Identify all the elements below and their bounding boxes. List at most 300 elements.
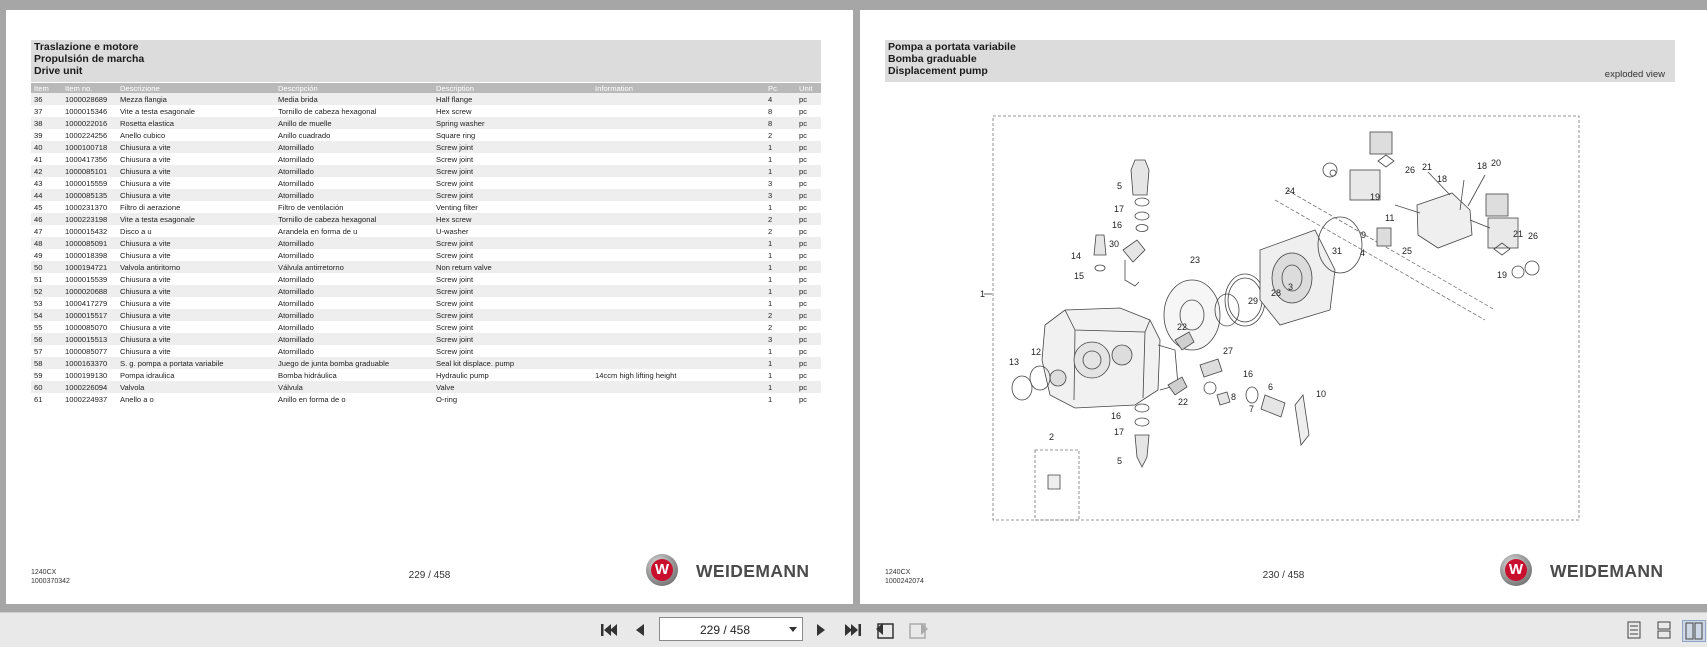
table-cell: 59 bbox=[34, 370, 43, 380]
table-cell bbox=[592, 249, 765, 261]
table-cell bbox=[592, 105, 765, 117]
part-callout-label: 7 bbox=[1249, 404, 1255, 414]
table-cell: Screw joint bbox=[433, 333, 592, 345]
table-cell: 1000417279 bbox=[65, 298, 108, 308]
table-row bbox=[31, 129, 821, 141]
table-cell bbox=[592, 129, 765, 141]
go-forward-icon[interactable] bbox=[907, 620, 929, 640]
page-indicator-value: 229 / 458 bbox=[699, 623, 751, 637]
table-cell bbox=[592, 213, 765, 225]
table-cell bbox=[592, 393, 765, 405]
table-cell: Tornillo de cabeza hexagonal bbox=[278, 106, 377, 116]
table-cell: pc bbox=[799, 370, 808, 380]
table-cell: Disco a u bbox=[120, 226, 152, 236]
part-callout-label: 30 bbox=[1109, 239, 1120, 249]
table-cell: Chiusura a vite bbox=[120, 298, 171, 308]
table-cell: 41 bbox=[34, 154, 43, 164]
exploded-view-drawing bbox=[860, 10, 1707, 604]
weidemann-logo bbox=[644, 553, 834, 589]
table-cell: pc bbox=[799, 130, 808, 140]
table-cell: pc bbox=[796, 261, 821, 273]
table-cell: 1000015517 bbox=[62, 309, 117, 321]
document-code: 1000370342 bbox=[31, 578, 70, 585]
table-cell: 4 bbox=[765, 93, 796, 105]
column-header: Unit bbox=[796, 83, 821, 93]
part-callout-label: 24 bbox=[1285, 186, 1296, 196]
table-cell bbox=[592, 321, 765, 333]
table-cell: Anello cubico bbox=[120, 130, 166, 140]
table-cell: pc bbox=[796, 213, 821, 225]
page-number: 229 / 458 bbox=[408, 570, 451, 581]
table-cell: pc bbox=[796, 381, 821, 393]
table-row bbox=[31, 309, 821, 321]
table-cell: pc bbox=[799, 106, 808, 116]
table-row bbox=[31, 201, 821, 213]
table-cell: 1000015513 bbox=[62, 333, 117, 345]
viewer-toolbar bbox=[0, 612, 1707, 647]
table-cell: 56 bbox=[31, 333, 62, 345]
table-row bbox=[31, 249, 821, 261]
table-cell: 37 bbox=[34, 106, 43, 116]
table-cell: Rosetta elastica bbox=[117, 117, 275, 129]
part-callout-label: 1 bbox=[980, 289, 986, 299]
part-callout-label: 15 bbox=[1074, 271, 1085, 281]
table-cell: Chiusura a vite bbox=[120, 154, 171, 164]
column-header: Description bbox=[433, 83, 592, 93]
table-row bbox=[31, 225, 821, 237]
part-callout-label: 26 bbox=[1405, 165, 1416, 175]
table-cell: Juego de junta bomba graduable bbox=[275, 357, 433, 369]
part-callout-label: 29 bbox=[1248, 296, 1259, 306]
table-cell: 1 bbox=[765, 381, 796, 393]
table-cell: Screw joint bbox=[436, 346, 474, 356]
part-callout-label: 23 bbox=[1190, 255, 1201, 265]
table-cell: Vite a testa esagonale bbox=[117, 213, 275, 225]
table-cell bbox=[592, 225, 765, 237]
table-cell: 1 bbox=[768, 250, 773, 260]
table-cell: pc bbox=[799, 322, 808, 332]
table-cell: 1000015432 bbox=[65, 226, 108, 236]
part-callout-label: 21 bbox=[1513, 229, 1524, 239]
table-cell: Atornillado bbox=[275, 237, 433, 249]
table-cell: S. g. pompa a portata variabile bbox=[117, 357, 275, 369]
table-cell: Atornillado bbox=[278, 154, 314, 164]
last-page-icon[interactable] bbox=[842, 620, 864, 640]
next-page-icon[interactable] bbox=[810, 620, 832, 640]
part-callout-label: 22 bbox=[1177, 322, 1188, 332]
brand-emblem-icon: W bbox=[1500, 554, 1532, 586]
table-cell: 1000028689 bbox=[62, 93, 117, 105]
table-cell: 61 bbox=[34, 394, 43, 404]
table-row bbox=[31, 177, 821, 189]
table-cell: Valvola antiritorno bbox=[117, 261, 275, 273]
table-cell: Chiusura a vite bbox=[117, 165, 275, 177]
table-cell: pc bbox=[796, 141, 821, 153]
table-cell: 1000226094 bbox=[62, 381, 117, 393]
table-cell: 45 bbox=[34, 202, 43, 212]
table-cell: pc bbox=[799, 274, 808, 284]
table-cell: Chiusura a vite bbox=[117, 189, 275, 201]
table-cell: Valvola bbox=[117, 381, 275, 393]
table-body bbox=[31, 93, 821, 405]
table-row bbox=[31, 393, 821, 405]
table-cell bbox=[592, 93, 765, 105]
title-italian: Pompa a portata variabile bbox=[888, 41, 1016, 53]
table-cell: 1000015346 bbox=[65, 106, 108, 116]
table-cell: Atornillado bbox=[275, 285, 433, 297]
table-cell: Atornillado bbox=[278, 178, 314, 188]
table-cell: Chiusura a vite bbox=[117, 309, 275, 321]
part-callout-label: 5 bbox=[1117, 456, 1123, 466]
part-callout-label: 22 bbox=[1178, 397, 1189, 407]
table-cell: Pompa idraulica bbox=[120, 370, 175, 380]
part-callout-label: 2 bbox=[1049, 432, 1055, 442]
table-cell: O-ring bbox=[436, 394, 458, 404]
table-row bbox=[31, 369, 821, 381]
table-cell: 1000085101 bbox=[62, 165, 117, 177]
table-cell: Media brida bbox=[275, 93, 433, 105]
page-indicator-input[interactable] bbox=[659, 617, 803, 641]
table-cell: pc bbox=[799, 226, 808, 236]
table-cell bbox=[592, 309, 765, 321]
table-cell: pc bbox=[799, 178, 808, 188]
part-callout-label: 20 bbox=[1491, 158, 1502, 168]
table-cell: 1 bbox=[768, 370, 773, 380]
table-cell: Seal kit displace. pump bbox=[433, 357, 592, 369]
table-cell: 8 bbox=[768, 106, 773, 116]
table-cell: Half flange bbox=[433, 93, 592, 105]
part-callout-label: 17 bbox=[1114, 204, 1125, 214]
table-cell: Atornillado bbox=[275, 333, 433, 345]
table-cell: Chiusura a vite bbox=[120, 274, 171, 284]
table-cell: 3 bbox=[765, 189, 796, 201]
table-cell: pc bbox=[799, 298, 808, 308]
table-cell: Tornillo de cabeza hexagonal bbox=[275, 213, 433, 225]
table-cell: 2 bbox=[765, 213, 796, 225]
page-header bbox=[31, 40, 821, 82]
part-callout-label: 14 bbox=[1071, 251, 1082, 261]
table-cell: Valve bbox=[433, 381, 592, 393]
table-cell: Chiusura a vite bbox=[117, 237, 275, 249]
table-cell: Atornillado bbox=[275, 309, 433, 321]
part-callout-label: 16 bbox=[1112, 220, 1123, 230]
table-cell: U-washer bbox=[436, 226, 469, 236]
table-cell: 2 bbox=[768, 322, 773, 332]
table-cell: Atornillado bbox=[275, 141, 433, 153]
table-cell: 47 bbox=[34, 226, 43, 236]
column-header: Item bbox=[31, 83, 62, 93]
table-cell: 1000224256 bbox=[65, 130, 108, 140]
table-cell: pc bbox=[796, 165, 821, 177]
table-cell: 8 bbox=[765, 117, 796, 129]
table-cell: 1000085070 bbox=[65, 322, 108, 332]
table-cell: 3 bbox=[768, 178, 773, 188]
table-cell bbox=[592, 345, 765, 357]
table-cell: Screw joint bbox=[433, 141, 592, 153]
table-cell: 1000163370 bbox=[62, 357, 117, 369]
first-page-icon[interactable] bbox=[598, 620, 620, 640]
table-cell: Screw joint bbox=[436, 178, 474, 188]
part-callout-label: 21 bbox=[1422, 162, 1433, 172]
table-cell: Atornillado bbox=[275, 165, 433, 177]
title-english: Displacement pump bbox=[888, 65, 988, 77]
table-row bbox=[31, 93, 821, 105]
part-callout-label: 19 bbox=[1497, 270, 1508, 280]
table-cell bbox=[592, 117, 765, 129]
part-callout-label: 12 bbox=[1031, 347, 1042, 357]
table-cell: pc bbox=[796, 237, 821, 249]
table-cell: Chiusura a vite bbox=[120, 322, 171, 332]
column-header: Item no. bbox=[62, 83, 117, 93]
part-callout-label: 25 bbox=[1402, 246, 1413, 256]
table-row bbox=[31, 273, 821, 285]
table-cell: Anillo en forma de o bbox=[278, 394, 346, 404]
table-cell bbox=[592, 357, 765, 369]
previous-page-icon[interactable] bbox=[629, 620, 651, 640]
table-cell: 48 bbox=[31, 237, 62, 249]
table-cell: pc bbox=[796, 357, 821, 369]
table-cell bbox=[592, 201, 765, 213]
table-row bbox=[31, 321, 821, 333]
part-callout-label: 4 bbox=[1360, 248, 1366, 258]
table-cell: 46 bbox=[31, 213, 62, 225]
table-row bbox=[31, 237, 821, 249]
table-cell: pc bbox=[796, 285, 821, 297]
table-cell: 2 bbox=[768, 226, 773, 236]
table-cell: 2 bbox=[768, 130, 773, 140]
table-cell: 1 bbox=[768, 154, 773, 164]
table-cell: 1000020688 bbox=[62, 285, 117, 297]
table-cell bbox=[592, 297, 765, 309]
table-cell: Screw joint bbox=[436, 250, 474, 260]
left-page bbox=[6, 10, 853, 604]
table-cell: 1 bbox=[765, 141, 796, 153]
table-cell: Atornillado bbox=[278, 250, 314, 260]
table-cell: Atornillado bbox=[278, 274, 314, 284]
table-cell: pc bbox=[796, 189, 821, 201]
table-cell: Screw joint bbox=[433, 309, 592, 321]
part-callout-label: 9 bbox=[1361, 230, 1367, 240]
table-cell: 38 bbox=[31, 117, 62, 129]
table-row bbox=[31, 261, 821, 273]
table-cell: 1 bbox=[768, 346, 773, 356]
table-cell: pc bbox=[799, 202, 808, 212]
part-callout-label: 19 bbox=[1370, 192, 1381, 202]
table-row bbox=[31, 333, 821, 345]
table-row bbox=[31, 153, 821, 165]
single-page-view-icon[interactable] bbox=[1623, 620, 1645, 640]
table-cell: pc bbox=[799, 250, 808, 260]
table-cell: Screw joint bbox=[436, 298, 474, 308]
table-cell bbox=[592, 381, 765, 393]
table-cell: Screw joint bbox=[436, 274, 474, 284]
model-number: 1240CX bbox=[31, 569, 57, 576]
table-cell: Mezza flangia bbox=[117, 93, 275, 105]
table-cell bbox=[592, 273, 765, 285]
table-cell: Screw joint bbox=[433, 165, 592, 177]
table-cell: 1 bbox=[768, 394, 773, 404]
part-callout-label: 16 bbox=[1243, 369, 1254, 379]
table-cell: 43 bbox=[34, 178, 43, 188]
table-cell: 1 bbox=[765, 237, 796, 249]
part-callout-label: 18 bbox=[1437, 174, 1448, 184]
table-cell: 1 bbox=[765, 261, 796, 273]
weidemann-logo bbox=[1498, 553, 1688, 589]
table-cell: Chiusura a vite bbox=[117, 141, 275, 153]
table-cell: Screw joint bbox=[436, 154, 474, 164]
table-cell: 1000231370 bbox=[65, 202, 108, 212]
table-cell: Anello a o bbox=[120, 394, 154, 404]
brand-name: WEIDEMANN bbox=[1550, 561, 1664, 581]
table-cell: Square ring bbox=[436, 130, 476, 140]
brand-emblem-icon: W bbox=[646, 554, 678, 586]
table-cell: pc bbox=[796, 309, 821, 321]
column-header: Descrizione bbox=[117, 83, 275, 93]
go-back-icon[interactable] bbox=[875, 620, 897, 640]
part-callout-label: 26 bbox=[1528, 231, 1539, 241]
column-header: Information bbox=[592, 83, 765, 93]
table-cell: 1000015539 bbox=[65, 274, 108, 284]
parts-table bbox=[31, 83, 821, 405]
right-page bbox=[860, 10, 1707, 604]
table-cell: Venting filter bbox=[436, 202, 478, 212]
table-cell: pc bbox=[796, 333, 821, 345]
part-callout-label: 11 bbox=[1385, 213, 1395, 223]
table-row bbox=[31, 285, 821, 297]
table-cell bbox=[592, 177, 765, 189]
table-row bbox=[31, 297, 821, 309]
table-cell: Filtro de ventilación bbox=[278, 202, 344, 212]
table-cell: 60 bbox=[31, 381, 62, 393]
title-spanish: Bomba graduable bbox=[888, 53, 977, 65]
table-cell: pc bbox=[796, 93, 821, 105]
table-cell: Hydraulic pump bbox=[436, 370, 489, 380]
table-cell: 40 bbox=[31, 141, 62, 153]
part-callout-label: 27 bbox=[1223, 346, 1234, 356]
table-cell: Anillo cuadrado bbox=[278, 130, 331, 140]
model-number: 1240CX bbox=[885, 569, 911, 576]
document-code: 1000242074 bbox=[885, 578, 924, 585]
title-english: Drive unit bbox=[34, 65, 83, 77]
part-callout-label: 18 bbox=[1477, 161, 1488, 171]
table-cell bbox=[592, 237, 765, 249]
table-cell: 42 bbox=[31, 165, 62, 177]
table-cell: 3 bbox=[765, 333, 796, 345]
table-cell: pc bbox=[796, 117, 821, 129]
table-row bbox=[31, 381, 821, 393]
table-cell: 54 bbox=[31, 309, 62, 321]
table-cell: 1 bbox=[765, 285, 796, 297]
table-cell: 1000223198 bbox=[62, 213, 117, 225]
table-cell: 50 bbox=[31, 261, 62, 273]
table-row bbox=[31, 165, 821, 177]
table-cell bbox=[592, 285, 765, 297]
page-number: 230 / 458 bbox=[1262, 570, 1305, 581]
table-row bbox=[31, 213, 821, 225]
table-cell: 39 bbox=[34, 130, 43, 140]
table-cell: 1000085135 bbox=[62, 189, 117, 201]
table-cell: Bomba hidráulica bbox=[278, 370, 337, 380]
table-cell: 1000022016 bbox=[62, 117, 117, 129]
table-cell: 57 bbox=[34, 346, 43, 356]
table-cell: 58 bbox=[31, 357, 62, 369]
part-callout-label: 5 bbox=[1117, 181, 1123, 191]
title-italian: Traslazione e motore bbox=[34, 41, 139, 53]
continuous-view-icon[interactable] bbox=[1653, 620, 1675, 640]
table-cell: 1000085077 bbox=[65, 346, 108, 356]
table-cell: 1000224937 bbox=[65, 394, 108, 404]
column-header: Descripción bbox=[275, 83, 433, 93]
part-callout-label: 13 bbox=[1009, 357, 1020, 367]
chevron-down-icon[interactable] bbox=[787, 622, 799, 636]
table-cell bbox=[592, 189, 765, 201]
table-cell: 1000417356 bbox=[65, 154, 108, 164]
table-cell: 1000018398 bbox=[65, 250, 108, 260]
part-callout-label: 8 bbox=[1231, 392, 1237, 402]
table-cell: 1 bbox=[768, 298, 773, 308]
table-cell: Vite a testa esagonale bbox=[120, 106, 196, 116]
table-cell: 14ccm high lifting height bbox=[595, 370, 677, 380]
table-cell: Atornillado bbox=[278, 298, 314, 308]
table-cell: 1 bbox=[768, 274, 773, 284]
table-cell: Chiusura a vite bbox=[120, 346, 171, 356]
view-label: exploded view bbox=[1604, 69, 1665, 80]
table-cell: Screw joint bbox=[433, 189, 592, 201]
table-cell: 1000015559 bbox=[65, 178, 108, 188]
table-cell: 44 bbox=[31, 189, 62, 201]
table-row bbox=[31, 357, 821, 369]
table-row bbox=[31, 117, 821, 129]
table-cell: 1 bbox=[765, 165, 796, 177]
table-cell: Hex screw bbox=[433, 213, 592, 225]
table-cell: 53 bbox=[34, 298, 43, 308]
part-callout-label: 6 bbox=[1268, 382, 1274, 392]
table-row bbox=[31, 105, 821, 117]
table-cell: 1000199130 bbox=[65, 370, 108, 380]
table-cell: Anillo de muelle bbox=[275, 117, 433, 129]
table-cell bbox=[592, 261, 765, 273]
table-cell: pc bbox=[799, 346, 808, 356]
column-header: Pc. bbox=[765, 83, 796, 93]
table-cell: Válvula bbox=[275, 381, 433, 393]
table-cell: Atornillado bbox=[275, 189, 433, 201]
table-cell: Atornillado bbox=[278, 346, 314, 356]
table-cell: Hex screw bbox=[436, 106, 472, 116]
table-cell: 55 bbox=[34, 322, 43, 332]
part-callout-label: 17 bbox=[1114, 427, 1125, 437]
table-cell bbox=[592, 153, 765, 165]
table-cell: Chiusura a vite bbox=[120, 250, 171, 260]
table-row bbox=[31, 141, 821, 153]
table-cell: 1000100718 bbox=[62, 141, 117, 153]
table-cell: Screw joint bbox=[433, 285, 592, 297]
part-callout-label: 28 bbox=[1271, 288, 1282, 298]
two-page-view-icon[interactable] bbox=[1682, 620, 1706, 642]
part-callout-label: 10 bbox=[1316, 389, 1327, 399]
table-cell bbox=[592, 141, 765, 153]
table-cell bbox=[592, 165, 765, 177]
table-cell: Chiusura a vite bbox=[120, 178, 171, 188]
table-cell: Chiusura a vite bbox=[117, 285, 275, 297]
table-cell: pc bbox=[799, 154, 808, 164]
table-cell: 36 bbox=[31, 93, 62, 105]
table-cell: Arandela en forma de u bbox=[278, 226, 358, 236]
table-cell: 1000194721 bbox=[62, 261, 117, 273]
table-cell: 1 bbox=[768, 202, 773, 212]
table-cell bbox=[592, 333, 765, 345]
table-cell: Non return valve bbox=[433, 261, 592, 273]
title-spanish: Propulsión de marcha bbox=[34, 53, 145, 65]
